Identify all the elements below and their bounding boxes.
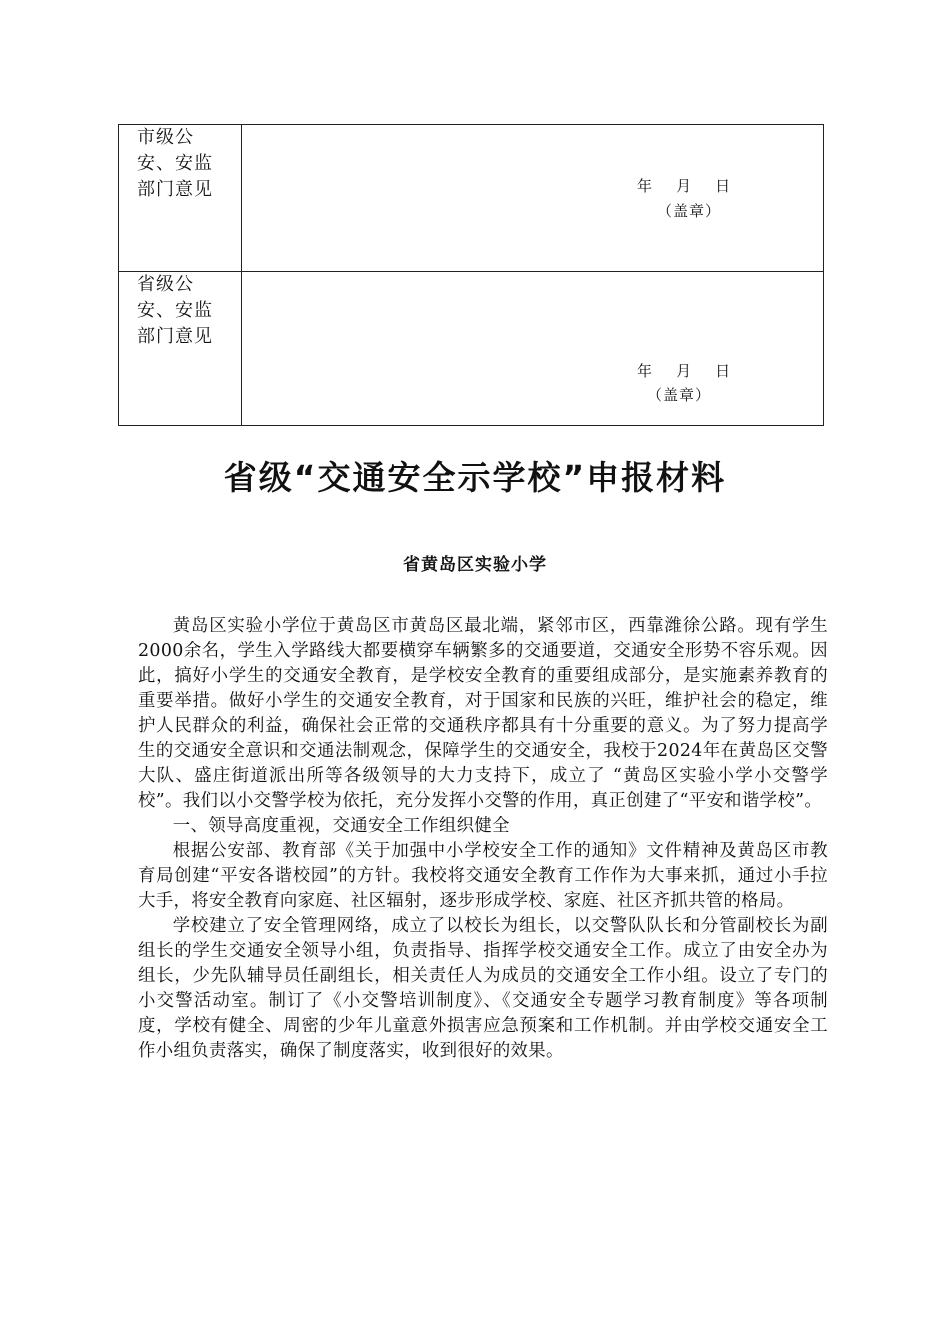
- section-heading: 一、领导高度重视，交通安全工作组织健全: [172, 816, 510, 836]
- province-approval-row: [119, 272, 824, 426]
- body-paragraph: 黄岛区实验小学位于黄岛区市黄岛区最北端，紧邻市区，西靠潍徐公路。现有学生2000余名，学生入学路线大都要横穿车辆繁多的交通要道，交通安全形势不容乐观。因此，搞好小学生的交通安全教育，是学校安全教育的重要组成部分，是实施素养教育的重要举措。做好小学生的交通安全教育，对于国家和民族的兴旺，维护社会的稳定，维护人民群众的利益，确保社会正常的交通秩序都具有十分重要的意义。为了努力提高学生的交通安全意识和交通法制观念，保障学生的交通安全，我校于2024年在黄岛区交警大队、盛庄街道派出所等各级领导的大力支持下，成立了 “黄岛区实验小学小交警学校”。我们以小交警学校为依托，充分发挥小交警的作用，真正创建了“平安和谐学校”。: [138, 616, 828, 811]
- city-approval-field[interactable]: [242, 125, 824, 272]
- label-line: 安、安监: [137, 300, 213, 321]
- label-line: 省级公: [137, 274, 194, 295]
- document-body: [138, 614, 828, 1064]
- date-line: 年 月 日: [637, 362, 732, 380]
- province-approval-field[interactable]: [242, 272, 824, 426]
- seal-line: （盖章）: [647, 386, 712, 404]
- province-approval-label: [119, 272, 242, 426]
- school-name: 省黄岛区实验小学: [403, 555, 547, 575]
- document-title: 省级“交通安全示学校”申报材料: [223, 458, 727, 497]
- city-approval-row: [119, 125, 824, 272]
- label-line: 安、安监: [137, 153, 213, 174]
- label-line: 部门意见: [137, 179, 213, 200]
- approval-table: [118, 124, 824, 426]
- seal-line: （盖章）: [657, 202, 722, 220]
- label-line: 市级公: [137, 127, 194, 148]
- date-line: 年 月 日: [637, 177, 732, 195]
- body-paragraph: 根据公安部、教育部《关于加强中小学校安全工作的通知》文件精神及黄岛区市教育局创建“平安各谐校园”的方针。我校将交通安全教育工作作为大事来抓，通过小手拉大手，将安全教育向家庭、社区辐射，逐步形成学校、家庭、社区齐抓共管的格局。: [138, 841, 828, 911]
- city-approval-label: [119, 125, 242, 272]
- body-paragraph: 学校建立了安全管理网络，成立了以校长为组长，以交警队队长和分管副校长为副组长的学生交通安全领导小组，负责指导、指挥学校交通安全工作。成立了由安全办为组长，少先队辅导员任副组长，相关责任人为成员的交通安全工作小组。设立了专门的小交警活动室。制订了《小交警培训制度》、《交通安全专题学习教育制度》等各项制度，学校有健全、周密的少年儿童意外损害应急预案和工作机制。并由学校交通安全工作小组负责落实，确保了制度落实，收到很好的效果。: [138, 916, 828, 1061]
- label-line: 部门意见: [137, 326, 213, 347]
